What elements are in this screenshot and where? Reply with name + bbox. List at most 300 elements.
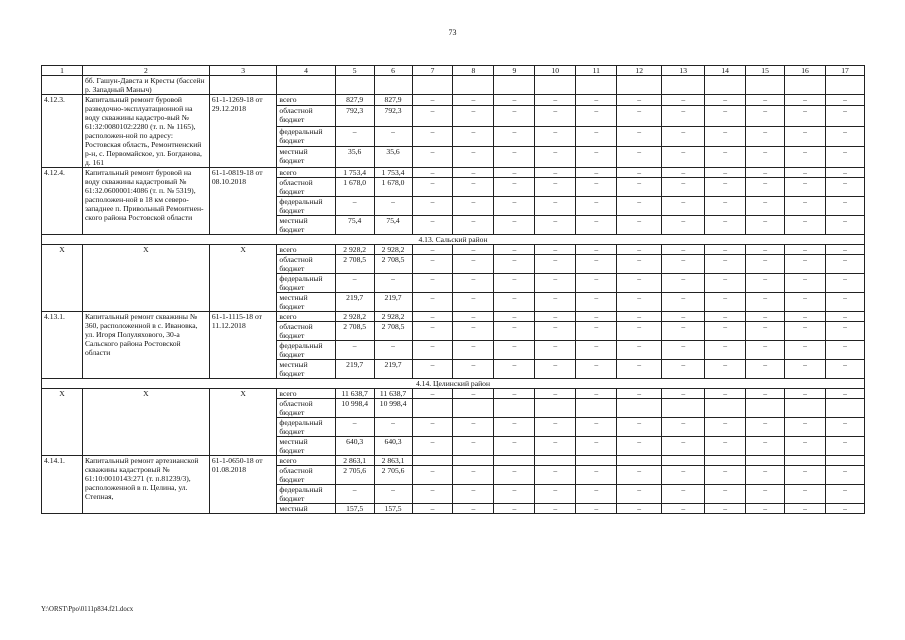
value-dash: – — [746, 418, 785, 437]
value-dash: – — [412, 437, 453, 456]
value-dash: – — [617, 293, 662, 312]
value-dash: – — [825, 105, 864, 126]
table-body — [42, 66, 865, 514]
value-dash: – — [412, 418, 453, 437]
cell-empty — [535, 76, 576, 95]
item-number: Х — [42, 389, 83, 456]
value-dash: – — [535, 341, 576, 360]
value-dash: – — [576, 504, 617, 514]
value-dash: – — [453, 255, 494, 274]
value-dash: – — [494, 418, 535, 437]
column-number: 8 — [453, 66, 494, 76]
funding-source: местный — [277, 504, 335, 514]
value-dash: – — [785, 360, 826, 379]
value-dash: – — [785, 485, 826, 504]
value-dash: – — [825, 147, 864, 168]
value-dash: – — [746, 312, 785, 322]
funding-source: всего — [277, 168, 335, 178]
cell-empty — [374, 76, 412, 95]
value-dash: – — [576, 322, 617, 341]
value-col6: 2 708,5 — [374, 322, 412, 341]
value-col5: 640,3 — [335, 437, 374, 456]
value-dash: – — [785, 147, 826, 168]
cell-empty — [705, 76, 746, 95]
value-col5: – — [335, 197, 374, 216]
item-document: 61-1-1115-18 от 11.12.2018 — [209, 312, 277, 379]
value-dash: – — [785, 255, 826, 274]
funding-source: федеральный бюджет — [277, 418, 335, 437]
column-number: 14 — [705, 66, 746, 76]
value-dash: – — [576, 197, 617, 216]
value-dash: – — [662, 466, 705, 485]
column-number-row — [42, 66, 865, 76]
value-dash: – — [705, 274, 746, 293]
value-col6: – — [374, 341, 412, 360]
value-dash — [785, 399, 826, 418]
value-dash: – — [535, 245, 576, 255]
value-dash: – — [576, 126, 617, 147]
item-document: Х — [209, 389, 277, 456]
value-dash: – — [662, 322, 705, 341]
value-dash: – — [617, 322, 662, 341]
value-dash: – — [412, 389, 453, 399]
value-dash: – — [453, 245, 494, 255]
funding-source: местный бюджет — [277, 293, 335, 312]
column-number: 1 — [42, 66, 83, 76]
value-dash: – — [494, 322, 535, 341]
value-dash: – — [576, 245, 617, 255]
value-dash: – — [825, 178, 864, 197]
column-number: 7 — [412, 66, 453, 76]
item-number: Х — [42, 245, 83, 312]
value-dash: – — [535, 322, 576, 341]
value-dash: – — [705, 197, 746, 216]
value-dash: – — [453, 197, 494, 216]
value-dash: – — [662, 485, 705, 504]
item-document: 61-1-1269-18 от 29.12.2018 — [209, 95, 277, 168]
value-dash: – — [617, 255, 662, 274]
value-dash: – — [785, 197, 826, 216]
cell-empty — [494, 76, 535, 95]
value-dash: – — [494, 312, 535, 322]
value-col5: 35,6 — [335, 147, 374, 168]
value-dash: – — [535, 360, 576, 379]
value-col6: – — [374, 485, 412, 504]
value-dash: – — [535, 312, 576, 322]
value-dash: – — [746, 255, 785, 274]
value-dash: – — [662, 274, 705, 293]
value-dash — [453, 456, 494, 466]
value-dash: – — [746, 360, 785, 379]
funding-source: областной бюджет — [277, 466, 335, 485]
value-dash: – — [705, 95, 746, 106]
value-dash: – — [617, 178, 662, 197]
funding-source: всего — [277, 245, 335, 255]
value-col5: 10 998,4 — [335, 399, 374, 418]
value-dash: – — [825, 168, 864, 178]
table-row — [42, 168, 865, 178]
value-dash: – — [825, 245, 864, 255]
value-dash: – — [746, 274, 785, 293]
column-number: 16 — [785, 66, 826, 76]
value-dash — [412, 399, 453, 418]
value-dash: – — [617, 485, 662, 504]
value-dash: – — [535, 147, 576, 168]
value-col6: – — [374, 418, 412, 437]
value-dash: – — [617, 360, 662, 379]
funding-source: федеральный бюджет — [277, 126, 335, 147]
value-col5: – — [335, 485, 374, 504]
value-dash: – — [494, 95, 535, 106]
value-dash: – — [576, 437, 617, 456]
value-dash: – — [494, 437, 535, 456]
value-dash: – — [705, 389, 746, 399]
section-row — [42, 235, 865, 245]
value-dash — [453, 399, 494, 418]
value-dash — [412, 456, 453, 466]
value-dash: – — [662, 126, 705, 147]
value-dash: – — [494, 168, 535, 178]
cell-empty — [412, 76, 453, 95]
value-dash: – — [412, 105, 453, 126]
value-dash: – — [825, 293, 864, 312]
value-dash: – — [746, 197, 785, 216]
value-dash: – — [535, 168, 576, 178]
value-dash: – — [494, 178, 535, 197]
value-dash: – — [617, 168, 662, 178]
value-dash: – — [825, 504, 864, 514]
value-dash: – — [617, 126, 662, 147]
value-dash: – — [453, 178, 494, 197]
value-col6: 1 678,0 — [374, 178, 412, 197]
value-dash: – — [453, 105, 494, 126]
value-dash: – — [825, 216, 864, 235]
value-col5: 219,7 — [335, 293, 374, 312]
value-dash: – — [617, 504, 662, 514]
funding-source: федеральный бюджет — [277, 197, 335, 216]
value-col6: 792,3 — [374, 105, 412, 126]
value-dash: – — [746, 437, 785, 456]
value-dash: – — [576, 466, 617, 485]
value-col6: 219,7 — [374, 360, 412, 379]
value-dash — [535, 456, 576, 466]
value-dash: – — [705, 322, 746, 341]
value-dash: – — [785, 437, 826, 456]
value-col5: 75,4 — [335, 216, 374, 235]
value-dash: – — [412, 95, 453, 106]
table-row — [42, 389, 865, 399]
value-dash: – — [705, 245, 746, 255]
value-dash: – — [785, 95, 826, 106]
value-dash: – — [785, 341, 826, 360]
value-dash: – — [825, 389, 864, 399]
value-dash: – — [705, 255, 746, 274]
value-dash: – — [412, 504, 453, 514]
continued-name: бб. Гашун-Давста и Кресты (бассейн р. Западный Маныч) — [82, 76, 209, 95]
value-dash: – — [453, 341, 494, 360]
value-dash: – — [746, 389, 785, 399]
value-dash: – — [785, 418, 826, 437]
table-row — [42, 456, 865, 466]
value-dash: – — [662, 255, 705, 274]
value-dash: – — [825, 126, 864, 147]
value-dash: – — [494, 255, 535, 274]
value-dash: – — [412, 485, 453, 504]
value-dash: – — [785, 293, 826, 312]
value-dash: – — [785, 105, 826, 126]
funding-source: федеральный бюджет — [277, 341, 335, 360]
value-dash: – — [662, 293, 705, 312]
value-dash: – — [494, 197, 535, 216]
value-col6: 157,5 — [374, 504, 412, 514]
value-dash: – — [746, 466, 785, 485]
value-col5: 792,3 — [335, 105, 374, 126]
value-dash: – — [617, 95, 662, 106]
value-dash: – — [453, 485, 494, 504]
value-dash: – — [576, 389, 617, 399]
value-col6: 2 863,1 — [374, 456, 412, 466]
value-dash: – — [494, 126, 535, 147]
value-dash — [494, 456, 535, 466]
value-dash: – — [785, 274, 826, 293]
column-number: 4 — [277, 66, 335, 76]
value-col6: 10 998,4 — [374, 399, 412, 418]
value-col5: 2 705,6 — [335, 466, 374, 485]
value-dash: – — [662, 216, 705, 235]
value-col5: 2 928,2 — [335, 245, 374, 255]
value-dash: – — [494, 147, 535, 168]
funding-source: местный бюджет — [277, 147, 335, 168]
value-dash: – — [617, 389, 662, 399]
value-col5: 2 928,2 — [335, 312, 374, 322]
item-number: 4.13.1. — [42, 312, 83, 379]
item-number: 4.12.4. — [42, 168, 83, 235]
value-dash: – — [412, 360, 453, 379]
value-dash: – — [705, 437, 746, 456]
value-col6: – — [374, 274, 412, 293]
value-dash: – — [535, 255, 576, 274]
funding-source: областной бюджет — [277, 105, 335, 126]
value-dash: – — [785, 178, 826, 197]
value-dash: – — [412, 293, 453, 312]
value-dash: – — [705, 168, 746, 178]
value-dash: – — [535, 418, 576, 437]
value-col6: 75,4 — [374, 216, 412, 235]
value-dash: – — [662, 95, 705, 106]
value-dash: – — [705, 485, 746, 504]
value-dash: – — [705, 178, 746, 197]
value-dash: – — [662, 105, 705, 126]
value-dash: – — [535, 389, 576, 399]
value-dash: – — [705, 341, 746, 360]
value-dash: – — [662, 360, 705, 379]
value-col6: 219,7 — [374, 293, 412, 312]
value-dash: – — [412, 255, 453, 274]
value-dash: – — [576, 293, 617, 312]
value-dash: – — [825, 341, 864, 360]
value-dash: – — [705, 147, 746, 168]
value-dash: – — [453, 126, 494, 147]
value-dash: – — [535, 105, 576, 126]
value-dash: – — [494, 216, 535, 235]
value-dash: – — [576, 418, 617, 437]
cell-empty — [746, 76, 785, 95]
value-dash: – — [453, 504, 494, 514]
value-dash: – — [453, 293, 494, 312]
cell-empty — [42, 76, 83, 95]
column-number: 12 — [617, 66, 662, 76]
value-col5: 11 638,7 — [335, 389, 374, 399]
value-dash: – — [785, 466, 826, 485]
value-dash — [535, 399, 576, 418]
value-col6: – — [374, 197, 412, 216]
cell-empty — [617, 76, 662, 95]
value-dash — [785, 456, 826, 466]
table-row — [42, 95, 865, 106]
funding-source: местный бюджет — [277, 437, 335, 456]
value-dash: – — [412, 245, 453, 255]
funding-source: местный бюджет — [277, 360, 335, 379]
value-col6: 827,9 — [374, 95, 412, 106]
value-dash: – — [412, 312, 453, 322]
value-dash: – — [617, 437, 662, 456]
value-dash: – — [535, 216, 576, 235]
funding-source: местный бюджет — [277, 216, 335, 235]
value-dash: – — [412, 147, 453, 168]
value-dash: – — [494, 466, 535, 485]
value-dash — [617, 399, 662, 418]
table-row — [42, 76, 865, 95]
value-dash: – — [576, 147, 617, 168]
cell-empty — [453, 76, 494, 95]
value-dash: – — [785, 245, 826, 255]
value-dash: – — [746, 216, 785, 235]
value-dash: – — [746, 322, 785, 341]
funding-source: всего — [277, 95, 335, 106]
value-col6: 35,6 — [374, 147, 412, 168]
value-dash: – — [412, 341, 453, 360]
column-number: 2 — [82, 66, 209, 76]
value-dash: – — [453, 360, 494, 379]
value-dash: – — [535, 466, 576, 485]
value-dash: – — [746, 245, 785, 255]
value-dash: – — [412, 197, 453, 216]
value-dash: – — [617, 274, 662, 293]
cell-empty — [785, 76, 826, 95]
value-dash: – — [785, 504, 826, 514]
cell-empty — [277, 76, 335, 95]
value-dash: – — [453, 95, 494, 106]
value-dash: – — [746, 341, 785, 360]
value-dash: – — [825, 485, 864, 504]
value-dash: – — [662, 168, 705, 178]
value-dash: – — [785, 389, 826, 399]
value-dash: – — [412, 178, 453, 197]
value-col5: 219,7 — [335, 360, 374, 379]
value-dash: – — [535, 485, 576, 504]
value-dash: – — [453, 466, 494, 485]
item-number: 4.14.1. — [42, 456, 83, 514]
value-dash: – — [746, 293, 785, 312]
value-dash: – — [576, 216, 617, 235]
cell-empty — [825, 76, 864, 95]
value-dash: – — [705, 312, 746, 322]
value-dash: – — [494, 341, 535, 360]
item-name: Х — [82, 389, 209, 456]
value-col6: 640,3 — [374, 437, 412, 456]
value-col5: – — [335, 274, 374, 293]
item-name: Х — [82, 245, 209, 312]
value-col5: – — [335, 341, 374, 360]
budget-table — [41, 65, 865, 514]
value-dash: – — [535, 504, 576, 514]
value-dash: – — [617, 466, 662, 485]
item-number: 4.12.3. — [42, 95, 83, 168]
value-dash: – — [662, 178, 705, 197]
value-dash: – — [494, 360, 535, 379]
value-dash: – — [453, 216, 494, 235]
value-dash: – — [746, 178, 785, 197]
value-dash: – — [662, 245, 705, 255]
value-col6: – — [374, 126, 412, 147]
value-col5: 1 678,0 — [335, 178, 374, 197]
value-dash: – — [785, 322, 826, 341]
value-col5: 827,9 — [335, 95, 374, 106]
table-row — [42, 312, 865, 322]
value-dash: – — [412, 126, 453, 147]
value-col6: 2 708,5 — [374, 255, 412, 274]
value-dash: – — [453, 322, 494, 341]
value-dash: – — [746, 95, 785, 106]
cell-empty — [335, 76, 374, 95]
value-dash: – — [662, 312, 705, 322]
funding-source: федеральный бюджет — [277, 274, 335, 293]
value-dash — [825, 399, 864, 418]
value-dash: – — [705, 504, 746, 514]
value-col5: 2 708,5 — [335, 322, 374, 341]
value-dash: – — [576, 274, 617, 293]
value-dash: – — [453, 437, 494, 456]
value-dash: – — [453, 312, 494, 322]
value-dash: – — [412, 168, 453, 178]
value-dash: – — [746, 126, 785, 147]
value-dash: – — [576, 341, 617, 360]
value-col5: 2 863,1 — [335, 456, 374, 466]
value-dash: – — [494, 105, 535, 126]
value-dash — [662, 456, 705, 466]
item-name: Капитальный ремонт буровой разведочно-эксплуатационной на воду скважины кадастро-вый № 61:32:0080102:2280 (т. п. № 1165), расположен-ной по адресу: Ростовская область, Ремонтненский р-н, с. Первомайское, ул. Богданова, д. 161 — [82, 95, 209, 168]
value-dash: – — [535, 274, 576, 293]
value-dash — [705, 399, 746, 418]
value-dash: – — [453, 418, 494, 437]
value-dash: – — [494, 504, 535, 514]
value-col6: 2 928,2 — [374, 245, 412, 255]
value-dash — [746, 399, 785, 418]
value-dash: – — [662, 389, 705, 399]
value-dash: – — [705, 360, 746, 379]
value-dash: – — [825, 437, 864, 456]
value-dash: – — [825, 312, 864, 322]
value-dash — [576, 399, 617, 418]
value-dash: – — [825, 322, 864, 341]
column-number: 5 — [335, 66, 374, 76]
value-dash — [617, 456, 662, 466]
value-dash: – — [576, 178, 617, 197]
value-dash: – — [576, 255, 617, 274]
value-dash — [494, 399, 535, 418]
column-number: 6 — [374, 66, 412, 76]
value-dash: – — [617, 418, 662, 437]
